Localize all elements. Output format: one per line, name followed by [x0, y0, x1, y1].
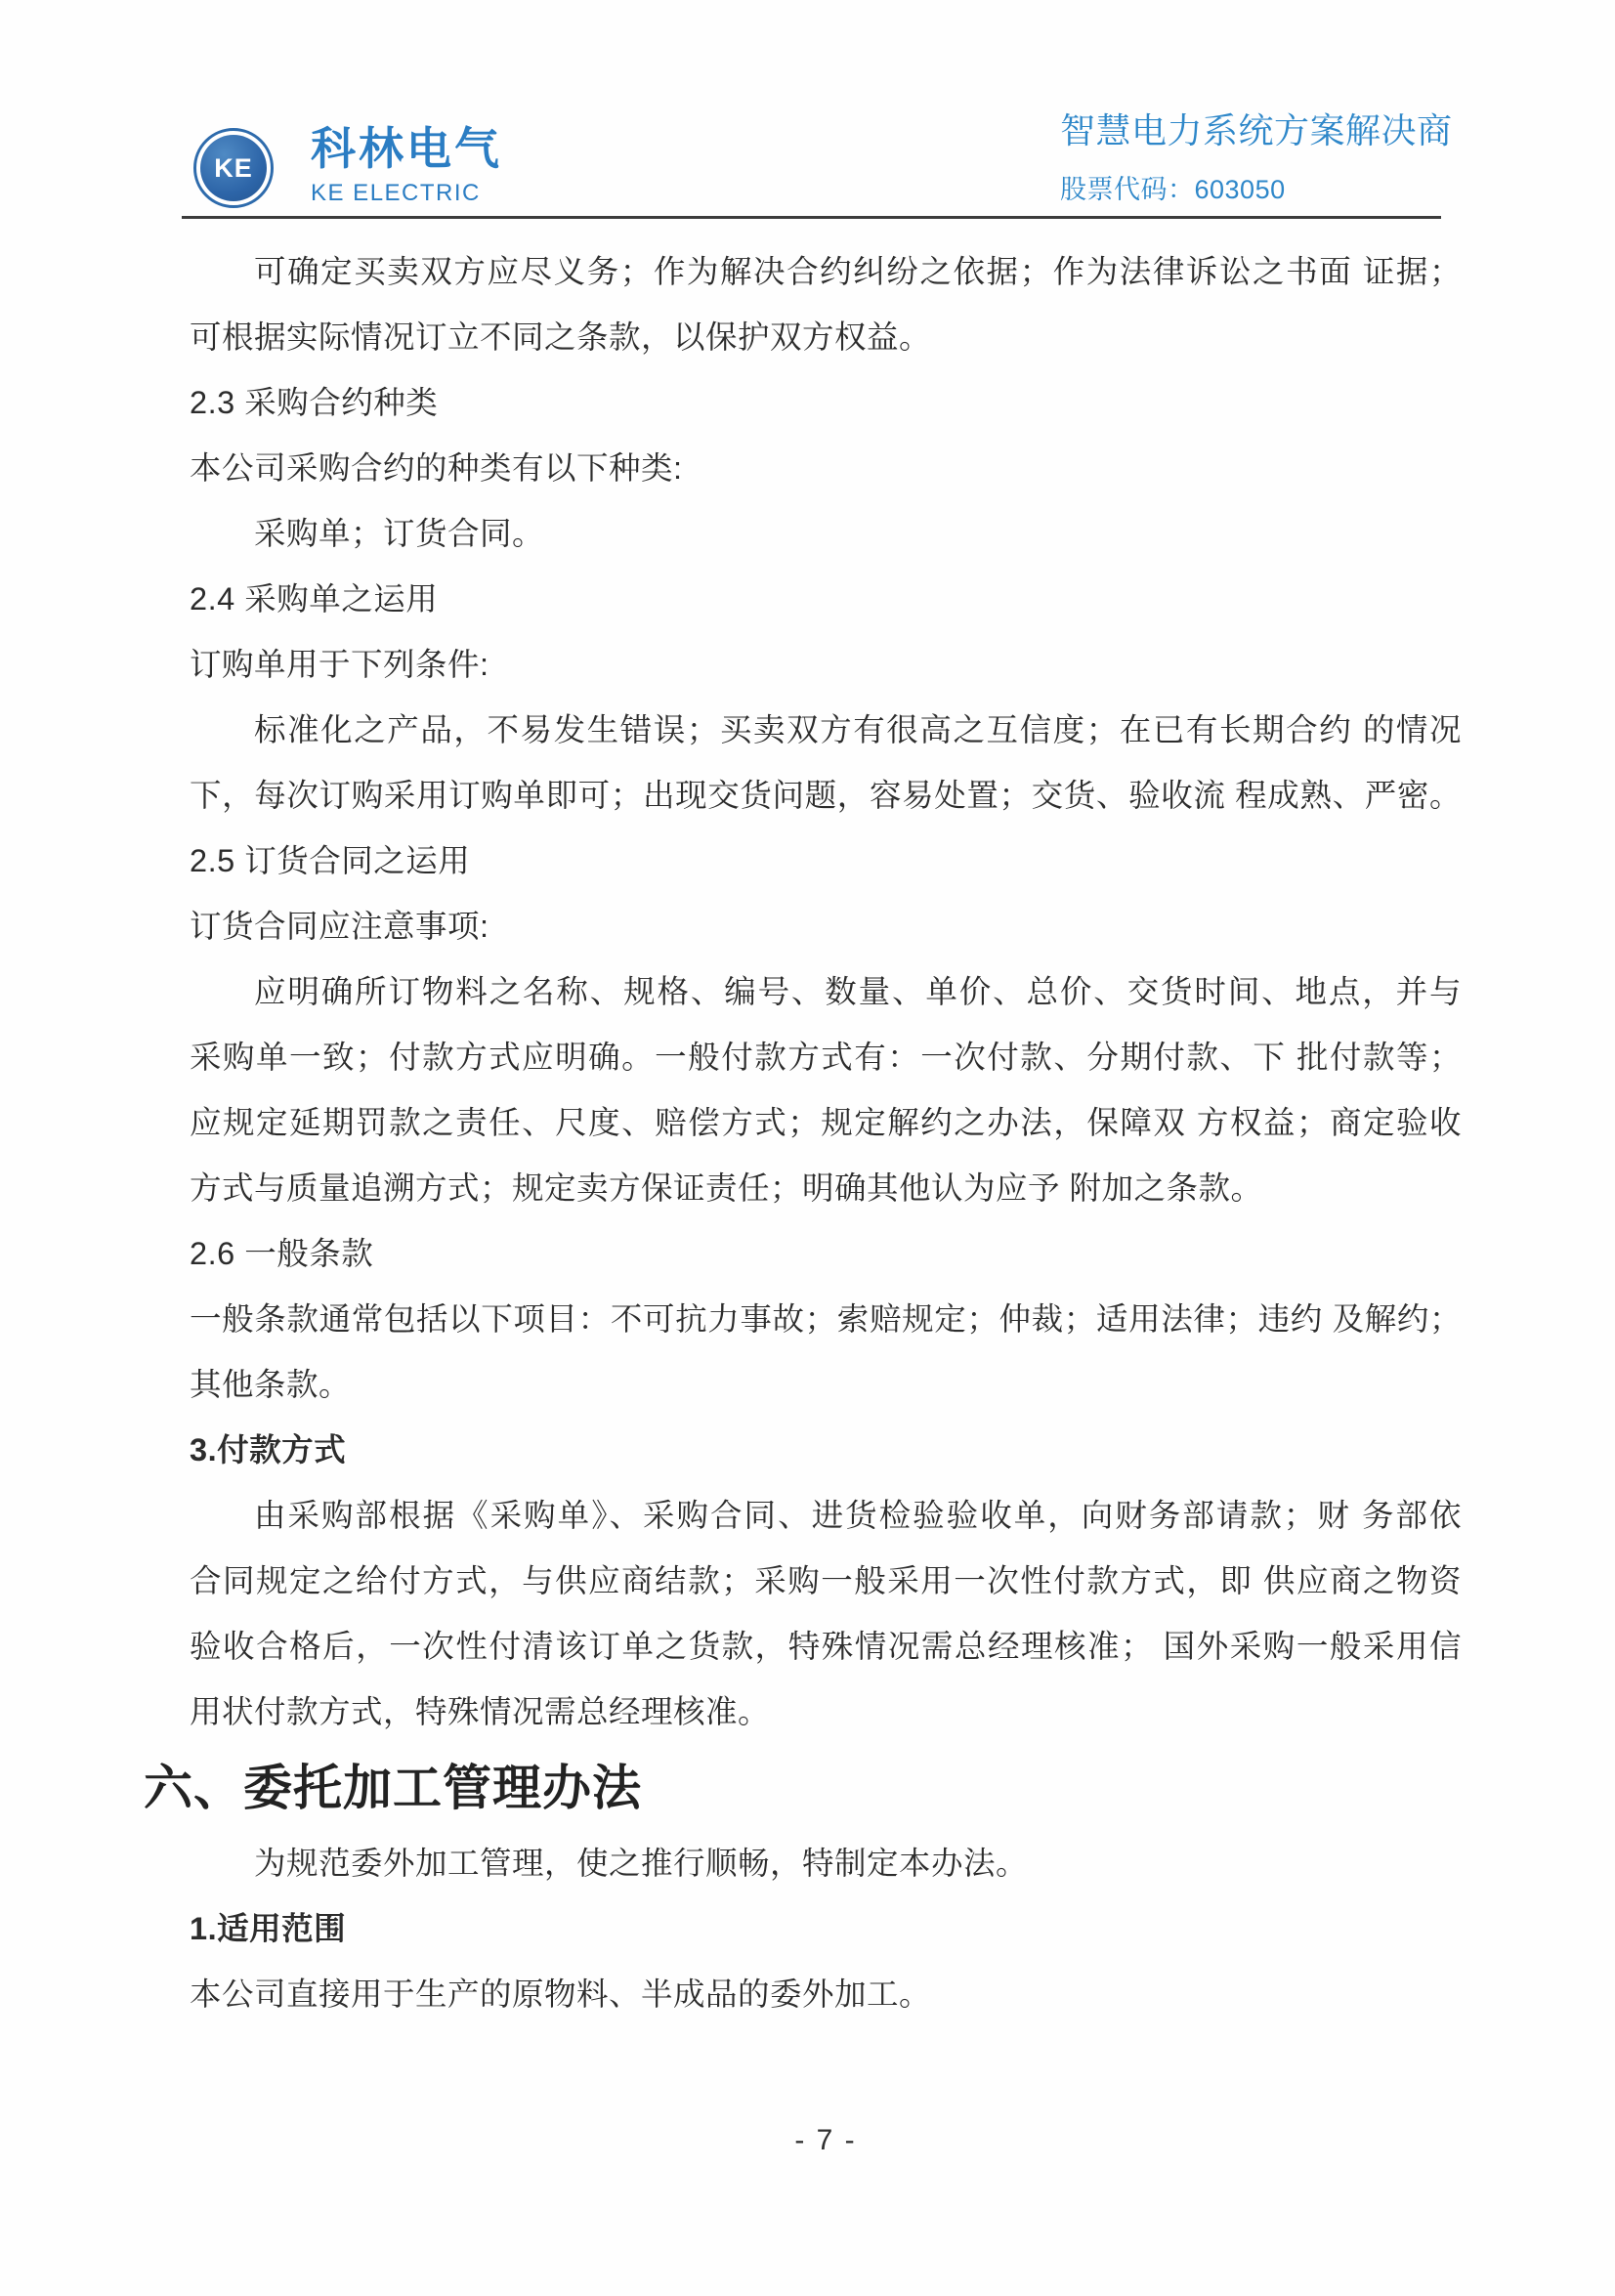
ke-logo-disc	[200, 135, 267, 201]
document-line: 用状付款方式，特殊情况需总经理核准。	[190, 1694, 771, 1729]
stock-code: 股票代码：603050	[1060, 175, 1286, 204]
company-brand	[311, 123, 502, 207]
document-line: 标准化之产品，不易发生错误；买卖双方有很高之互信度；在已有长期合约 的情况	[254, 712, 1462, 747]
ke-logo-badge: KE	[214, 152, 253, 183]
brand-name-english: KE ELECTRIC	[311, 180, 481, 206]
document-line: 2.6 一般条款	[190, 1236, 374, 1271]
header-right-block	[1060, 109, 1453, 206]
document-line: 一般条款通常包括以下项目：不可抗力事故；索赔规定；仲裁；适用法律；违约 及解约；	[190, 1301, 1462, 1337]
brand-name-chinese: 科林电气	[311, 123, 502, 174]
document-line: 本公司直接用于生产的原物料、半成品的委外加工。	[190, 1977, 932, 2012]
document-line: 下，每次订购采用订购单即可；出现交货问题，容易处置；交货、验收流 程成熟、严密。	[190, 778, 1462, 813]
section-heading: 六、委托加工管理办法	[144, 1761, 642, 1815]
document-line: 应明确所订物料之名称、规格、编号、数量、单价、总价、交货时间、地点，并与	[254, 974, 1462, 1009]
document-body	[144, 239, 1462, 2027]
document-line: 2.3 采购合约种类	[190, 385, 439, 420]
document-line: 由采购部根据《采购单》、采购合同、进货检验验收单，向财务部请款；财 务部依	[254, 1498, 1462, 1533]
document-line: 订货合同应注意事项:	[190, 909, 489, 944]
document-line: 2.4 采购单之运用	[190, 581, 439, 617]
document-line: 2.5 订货合同之运用	[190, 843, 471, 878]
header-divider	[182, 216, 1441, 219]
document-line: 本公司采购合约的种类有以下种类:	[190, 450, 683, 486]
company-tagline: 智慧电力系统方案解决商	[1060, 110, 1453, 150]
document-line: 订购单用于下列条件:	[190, 647, 489, 682]
document-line: 合同规定之给付方式，与供应商结款；采购一般采用一次性付款方式，即 供应商之物资	[190, 1563, 1462, 1598]
document-line: 采购单一致；付款方式应明确。一般付款方式有：一次付款、分期付款、下 批付款等；	[190, 1040, 1462, 1075]
page-number: - 7 -	[794, 2124, 857, 2156]
document-line: 采购单；订货合同。	[254, 516, 545, 551]
document-line: 为规范委外加工管理，使之推行顺畅，特制定本办法。	[254, 1846, 1029, 1881]
ke-logo-icon	[193, 128, 274, 208]
document-line: 方式与质量追溯方式；规定卖方保证责任；明确其他认为应予 附加之条款。	[190, 1170, 1263, 1206]
page-footer	[190, 2124, 1462, 2157]
document-line: 其他条款。	[190, 1367, 352, 1402]
document-line: 验收合格后，一次性付清该订单之货款，特殊情况需总经理核准； 国外采购一般采用信	[190, 1629, 1462, 1664]
document-line: 可根据实际情况订立不同之条款，以保护双方权益。	[190, 319, 932, 355]
sub-heading: 1.适用范围	[190, 1911, 347, 1946]
document-line: 可确定买卖双方应尽义务；作为解决合约纠纷之依据；作为法律诉讼之书面 证据；	[254, 254, 1462, 289]
document-line: 应规定延期罚款之责任、尺度、赔偿方式；规定解约之办法，保障双 方权益；商定验收	[190, 1105, 1462, 1140]
sub-heading: 3.付款方式	[190, 1432, 347, 1467]
